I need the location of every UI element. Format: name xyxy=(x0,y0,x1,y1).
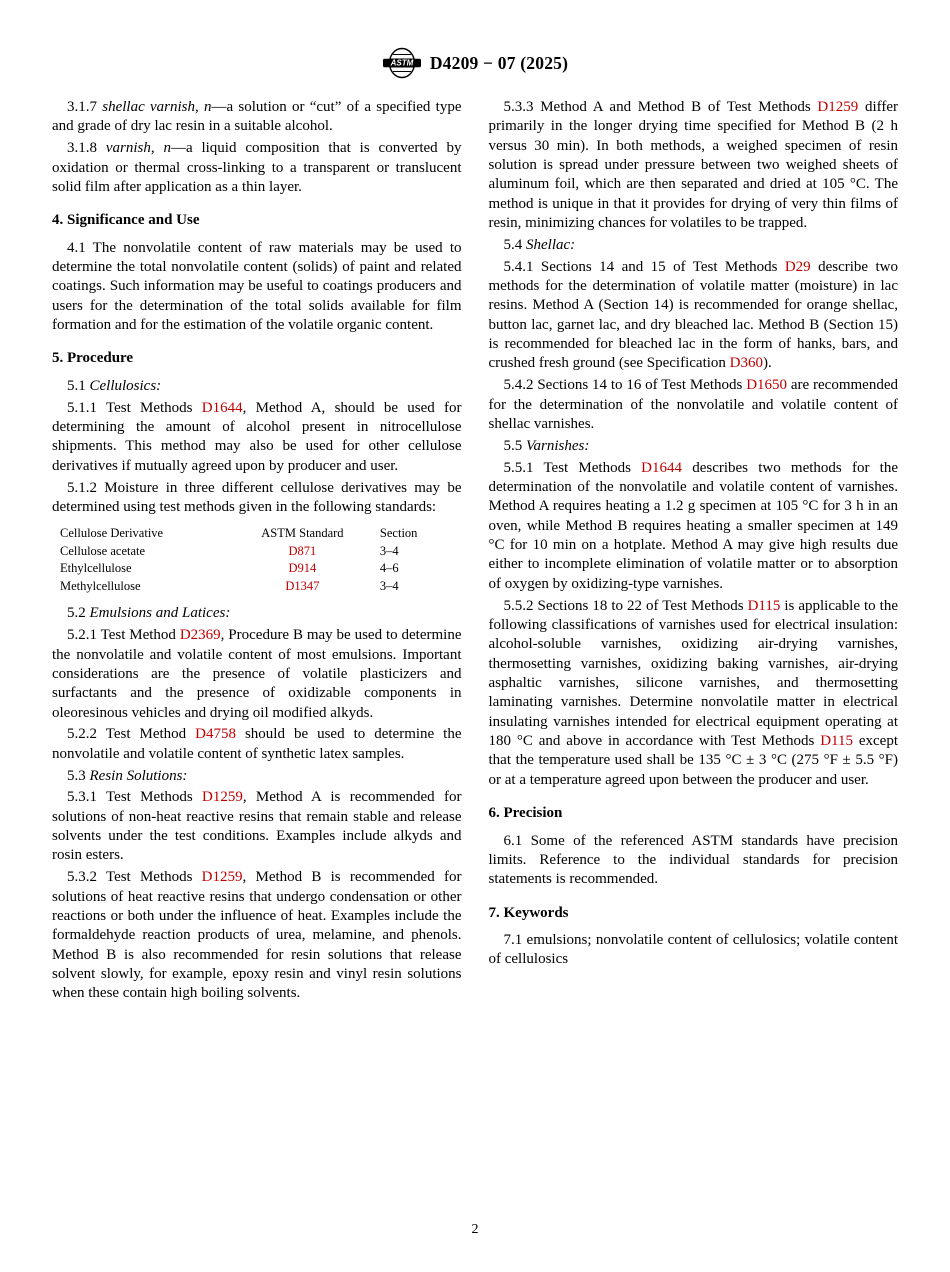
table-cell: Cellulose acetate xyxy=(60,543,146,558)
text-run: 6.1 Some of the referenced ASTM standards have precision limits. Reference to the individual standards for precision statements is recommended. xyxy=(488,832,898,888)
paragraph xyxy=(489,376,899,434)
text-run: —a solution or “cut” of a specified type and grade of dry lac resin in a suitable alcohol. xyxy=(52,99,462,135)
section-heading: 7. Keywords xyxy=(488,904,569,921)
astm-standard-link[interactable]: D1644 xyxy=(201,399,243,416)
table-header-cell: ASTM Standard xyxy=(261,526,344,541)
text-run: , Method A is recommended for solutions of non-heat reactive resins that remain stable and release solvents under the test conditions. Examples include alkyds and rosin esters. xyxy=(52,789,462,864)
text-run: are recommended for the determination of the nonvolatile and volatile content of shellac varnishes. xyxy=(488,377,898,432)
astm-standard-link[interactable]: D1650 xyxy=(746,377,788,394)
paragraph xyxy=(489,459,899,594)
astm-standard-link[interactable]: D1347 xyxy=(285,578,320,593)
astm-standard-link[interactable]: D1259 xyxy=(201,789,243,806)
text-run: 5.3.2 Test Methods xyxy=(67,869,202,886)
section-heading: 5. Procedure xyxy=(52,350,134,367)
text-run: 5.4.1 Sections 14 and 15 of Test Methods xyxy=(503,258,785,275)
document-header xyxy=(52,46,898,80)
table-cell: Ethylcellulose xyxy=(60,561,132,576)
text-run: 5.3 xyxy=(67,767,90,784)
italic-term: Shellac: xyxy=(526,236,576,253)
text-run: 5.5.2 Sections 18 to 22 of Test Methods xyxy=(503,597,748,614)
astm-standard-link[interactable]: D360 xyxy=(729,355,764,372)
paragraph xyxy=(489,931,899,970)
italic-term: shellac varnish, n xyxy=(102,99,212,115)
paragraph xyxy=(52,377,462,396)
astm-standard-link[interactable]: D1259 xyxy=(817,99,859,115)
text-run: 5.2.2 Test Method xyxy=(67,726,196,743)
page-number: 2 xyxy=(471,1222,479,1237)
text-run: should be used to determine the nonvolatile and volatile content of synthetic latex samples. xyxy=(52,726,462,762)
paragraph xyxy=(52,767,462,786)
text-run: except that the temperature used shall be 135 °C ± 3 °C (275 °F ± 5.5 °F) or at a temperature agreed upon between the producer and user. xyxy=(488,733,899,788)
section-heading: 4. Significance and Use xyxy=(52,212,200,229)
italic-term: Varnishes: xyxy=(526,437,590,454)
text-run: describes two methods for the determination of the nonvolatile and volatile content of varnishes. Method A requires heating a 1.2 g specimen at 105 °C for 3 h in an oven, while Method B requires heating a smaller specimen at 149 °C for 10 min on a hotplate. Method A may give high results due either to incomplete elimination of volatile matter or to absorption of oxygen by oxidizing-type varnishes. xyxy=(488,459,898,592)
paragraph xyxy=(52,399,462,476)
text-run: ). xyxy=(763,355,772,372)
text-run: —a liquid composition that is converted by oxidation or thermal cross-linking to a transparent or translucent solid film after application as a thin layer. xyxy=(52,140,462,195)
paragraph xyxy=(489,258,899,374)
text-run: 3.1.7 xyxy=(67,99,103,115)
paragraph xyxy=(489,597,899,790)
text-run: , Method B is recommended for solutions of heat reactive resins that undergo condensation or other reactions or both under the influence of heat. Examples include the formaldehyde reaction products of urea, melamine, and phenols. Method B is also recommended for resin solutions that release solvent slowly, for example, epoxy resin and vinyl resin solutions when these contain high boiling solvents. xyxy=(52,869,462,1002)
paragraph xyxy=(52,479,462,518)
text-run: 5.5.1 Test Methods xyxy=(503,459,642,476)
paragraph xyxy=(52,725,462,764)
text-run: 5.3.3 Method A and Method B of Test Methods xyxy=(503,99,818,115)
table-row xyxy=(58,543,443,561)
paragraph xyxy=(52,239,462,336)
text-run: 5.1.2 Moisture in three different cellulose derivatives may be determined using test methods given in the following standards: xyxy=(52,479,462,515)
text-run: 5.5 xyxy=(503,437,526,454)
right-column xyxy=(489,98,899,1006)
paragraph xyxy=(52,604,462,623)
paragraph xyxy=(489,832,899,890)
document-number: D4209 − 07 (2025) xyxy=(429,52,569,73)
section-heading: 6. Precision xyxy=(488,805,563,822)
astm-standard-link[interactable]: D29 xyxy=(784,258,811,275)
astm-standard-link[interactable]: D115 xyxy=(747,597,781,614)
text-run: 5.4 xyxy=(503,236,526,253)
paragraph xyxy=(489,437,899,456)
paragraph xyxy=(52,868,462,1003)
text-run: differ primarily in the longer drying time specified for Method B (2 h versus 30 min). In both methods, a weighed specimen of resin solution is spread under pressure between two weighed sheets of aluminum foil, which are then separated and dried at 105 °C. The method is unique in that it provides for drying of very thin films of resin, minimizing chances for volatiles to be trapped. xyxy=(488,99,898,232)
table-header-row xyxy=(58,525,443,543)
table-cell: 3–4 xyxy=(379,543,399,558)
italic-term: varnish, n xyxy=(105,140,171,157)
text-run: , Method A, should be used for determining the amount of alcohol present in nitrocellulose shipments. This method may also be used for other cellulose derivatives if mutually agreed upon by producer and user. xyxy=(52,399,462,474)
paragraph xyxy=(52,788,462,865)
astm-logo xyxy=(382,47,422,79)
table-row xyxy=(58,578,443,596)
standards-table xyxy=(58,525,443,595)
table-header-cell: Cellulose Derivative xyxy=(60,526,164,541)
text-run: , Procedure B may be used to determine the nonvolatile and volatile content of most emulsions. Important considerations are the presence of volatile plasticizers and surfactants and the presence of oxidizable components in oleoresinous vehicles and drying oil modified alkyds. xyxy=(52,627,462,721)
italic-term: Cellulosics: xyxy=(89,377,162,394)
paragraph xyxy=(52,139,462,197)
astm-standard-link[interactable]: D1644 xyxy=(641,459,682,476)
paragraph xyxy=(52,626,462,723)
left-column xyxy=(52,98,462,1006)
astm-standard-link[interactable]: D1259 xyxy=(201,869,243,886)
astm-standard-link[interactable]: D4758 xyxy=(195,726,236,743)
text-run: 5.4.2 Sections 14 to 16 of Test Methods xyxy=(503,377,747,394)
text-run: 5.1 xyxy=(67,377,90,394)
astm-logo-text: ASTM xyxy=(390,58,414,68)
text-run: 4.1 The nonvolatile content of raw materials may be used to determine the total nonvolatile content (solids) of paint and related coatings. Such information may be useful to coatings producers and users for the determination of the total solids available for film formation and for the estimation of the volatile organic content. xyxy=(52,239,462,334)
astm-standard-link[interactable]: D914 xyxy=(288,561,317,576)
astm-standard-link[interactable]: D871 xyxy=(288,543,317,558)
table-cell: 4–6 xyxy=(379,561,399,576)
text-run: 7.1 emulsions; nonvolatile content of cellulosics; volatile content of cellulosics xyxy=(488,932,898,968)
text-run: 5.1.1 Test Methods xyxy=(67,399,202,416)
table-cell: 3–4 xyxy=(379,578,399,593)
table-header-cell: Section xyxy=(379,526,418,541)
text-run: 5.2.1 Test Method xyxy=(67,627,180,644)
text-run: describe two methods for the determination of volatile matter (moisture) in lac resins. Method A (Section 14) is recommended for orange shellac, button lac, garnet lac, and dry bleached lac. Method B (Section 15) is recommended for bleached lac in the form of hanks, bars, and crushed fresh ground (see Specification xyxy=(488,258,898,372)
italic-term: Emulsions and Latices: xyxy=(89,605,231,622)
text-run: is applicable to the following classifications of varnishes used for electrical insulation: alcohol-soluble varnishes, oxidizing air-drying varnishes, thermosetting varnishes, oxidizing baking varnishes, air-drying asphaltic varnishes, silicone varnishes, and thermosetting laminating varnishes. Determine nonvolatile matter in electrical insulating varnishes intended for electrical equipment operating at 180 °C and above in accordance with Test Methods xyxy=(488,597,899,749)
table-row xyxy=(58,560,443,578)
table-cell: Methylcellulose xyxy=(60,578,141,593)
paragraph xyxy=(489,236,899,255)
text-run: 5.2 xyxy=(67,605,90,622)
text-run: 5.3.1 Test Methods xyxy=(67,789,202,806)
paragraph xyxy=(52,98,462,137)
italic-term: Resin Solutions: xyxy=(89,767,188,784)
text-run: 3.1.8 xyxy=(67,140,106,157)
paragraph xyxy=(489,98,899,233)
astm-logo-graphic xyxy=(382,47,422,79)
two-column-body xyxy=(52,98,898,1006)
astm-standard-link[interactable]: D2369 xyxy=(179,627,221,644)
astm-standard-link[interactable]: D115 xyxy=(820,733,853,749)
